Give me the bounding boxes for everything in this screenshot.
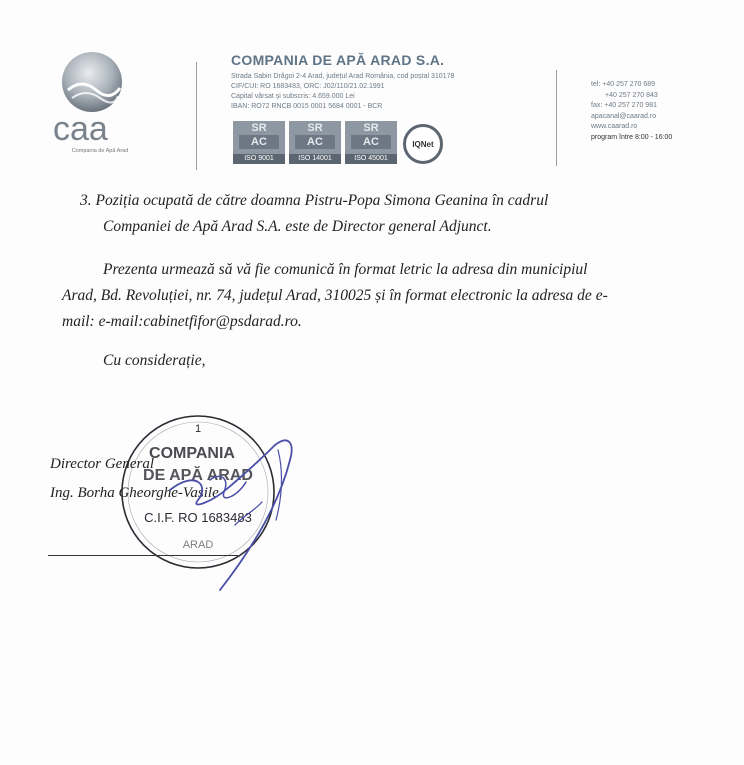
email-line: apacanal@caarad.ro — [591, 112, 657, 120]
phone-line: tel: +40 257 270 689 — [591, 81, 656, 88]
stamp-city: ARAD — [182, 539, 214, 551]
item-3-line-2: Companiei de Apă Arad S.A. este de Director general Adjunct. — [103, 218, 492, 235]
paragraph-line-1: Prezenta urmează să vă fie comunică în format letric la adresa din municipiul — [103, 261, 588, 278]
paragraph-line-3: mail: e-mail:cabinetfifor@psdarad.ro. — [62, 313, 302, 330]
signatory-title: Director General — [50, 456, 155, 472]
stamp-line-1: COMPANIA — [149, 445, 235, 462]
paragraph-line-2: Arad, Bd. Revoluției, nr. 74, județul Arad, 310025 și în format electronic la adresa de e- — [62, 287, 608, 304]
cert-badge-iso9001: SR AC ISO 9001 — [233, 121, 285, 164]
water-drop-logo-icon — [50, 44, 150, 144]
cert-badge-iso45001: SR AC ISO 45001 — [345, 121, 397, 164]
stamp-cif: C.I.F. RO 1683483 — [144, 510, 252, 525]
closing: Cu considerație, — [103, 352, 206, 369]
logo-text: caa — [53, 110, 108, 144]
stamp-line-2: DE APĂ ARAD — [143, 467, 253, 484]
cert-badge-iso14001: SR AC ISO 14001 — [289, 121, 341, 164]
handwritten-signature — [150, 430, 310, 600]
company-logo — [50, 44, 150, 164]
contact-info — [591, 80, 672, 143]
company-name: COMPANIA DE APĂ ARAD S.A. — [231, 52, 445, 68]
header-divider-left — [196, 62, 197, 170]
company-address — [231, 72, 454, 112]
address-line: IBAN: RO72 RNCB 0015 0001 5684 0001 - BCR — [231, 103, 383, 110]
signatory-name: Ing. Borha Gheorghe-Vasile — [50, 485, 219, 501]
address-line: CIF/CUI: RO 1683483, ORC: J02/110/21.02.1991 — [231, 83, 385, 90]
header-divider-right — [556, 70, 557, 166]
website-line: www.caarad.ro — [591, 123, 638, 130]
address-line: Strada Sabin Drăgoi 2-4 Arad, județul Arad România, cod poștal 310178 — [231, 73, 455, 80]
logo-subtitle: Compania de Apă Arad — [71, 148, 129, 154]
certification-badges — [233, 121, 443, 164]
schedule-line: program între 8:00 - 16:00 — [591, 133, 673, 141]
fax-line: fax: +40 257 270 981 — [591, 102, 657, 109]
iqnet-logo-icon: IQNet — [403, 124, 443, 164]
phone-line: +40 257 270 843 — [605, 91, 658, 99]
address-line: Capital vărsat și subscris: 4.659.000 Lei — [231, 93, 355, 100]
item-3-line-1: 3. Poziția ocupată de către doamna Pistru-Popa Simona Geanina în cadrul — [80, 192, 549, 209]
stamp-number: 1 — [194, 423, 202, 435]
